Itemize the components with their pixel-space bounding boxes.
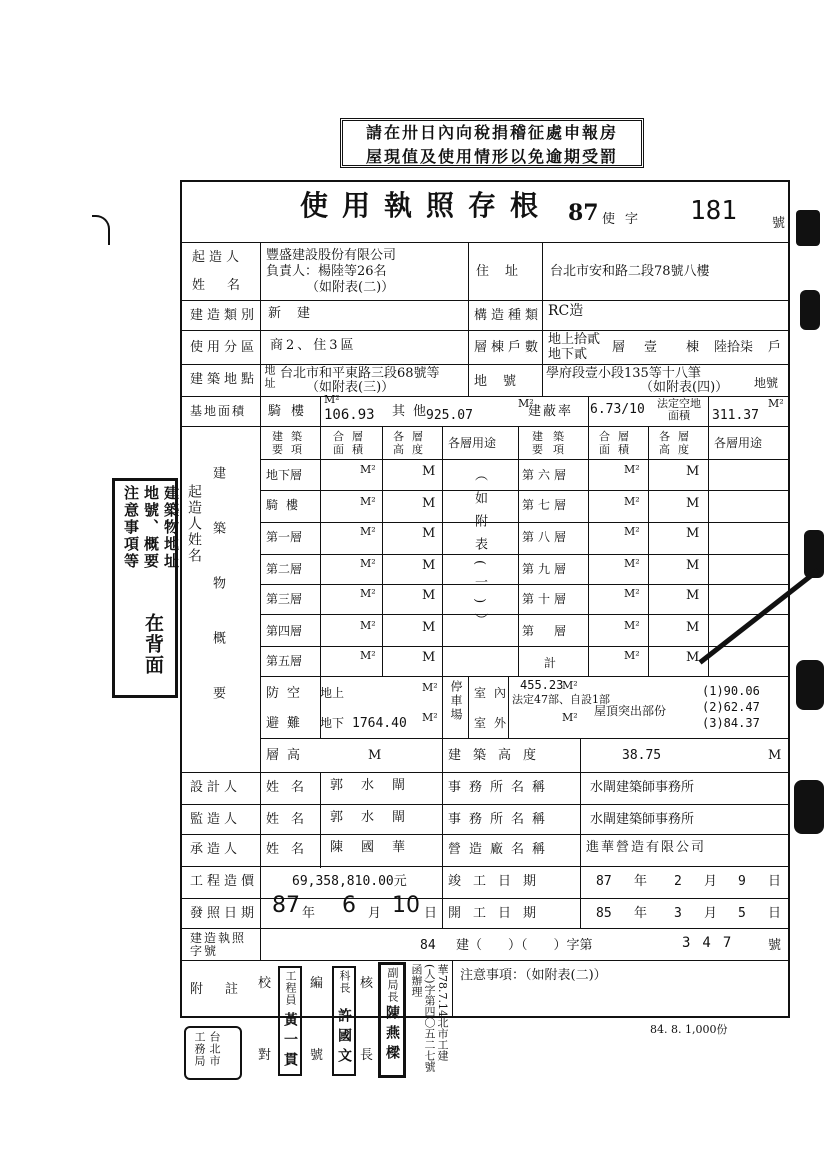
- parking-outdoor-unit: M²: [562, 711, 578, 724]
- contractor-label: 承造人: [190, 842, 242, 857]
- issue-year-unit: 年: [302, 906, 316, 921]
- rule: [708, 396, 709, 676]
- coverage-value: 6.73/10: [590, 402, 645, 417]
- start-month-unit: 月: [704, 906, 718, 921]
- other-label: 其他: [392, 404, 435, 419]
- side-col-2: 地號、概要: [142, 485, 160, 570]
- row-floor-5: 第五層: [266, 654, 303, 668]
- header-use-right: 各層用途: [714, 436, 763, 450]
- roof-projection-3: (3)84.37: [702, 716, 760, 730]
- use-note: （如附表(一)）: [472, 468, 487, 637]
- open-space-label: 法定空地面積: [657, 397, 701, 422]
- rule: [468, 242, 469, 300]
- side-stamp: [112, 478, 178, 698]
- contractor-firm-label: 營造廠名稱: [448, 842, 554, 857]
- scan-mark: [796, 210, 820, 246]
- rule: [260, 676, 788, 677]
- lot-attach: （如附表(四)）: [640, 380, 729, 395]
- checker-title: 工程員: [284, 970, 297, 1006]
- rule: [580, 738, 581, 772]
- building-height-label: 建築高度: [448, 748, 549, 763]
- permit-year: 87: [568, 200, 599, 226]
- director-name: 陳燕樑: [384, 1005, 400, 1065]
- form-title: 使用執照存根: [300, 189, 553, 222]
- height-unit: M: [686, 496, 700, 511]
- contractor-name-label: 姓名: [266, 842, 317, 857]
- roof-projection-1: (1)90.06: [702, 684, 760, 698]
- supervisor-name: 郭水閘: [330, 810, 424, 825]
- area-unit: M²: [360, 525, 376, 538]
- rule: [542, 300, 543, 396]
- shelter-above-label: 地上: [320, 686, 345, 700]
- area-unit: M²: [624, 619, 640, 632]
- floor-height-unit: M: [368, 748, 382, 763]
- site-address: 台北市和平東路三段68號等: [280, 366, 440, 381]
- supervisor-office-label: 事務所名稱: [448, 812, 554, 827]
- row-floor-6: 第六層: [522, 468, 571, 482]
- row-floor-1: 第一層: [266, 530, 303, 544]
- permit-number: 181: [690, 196, 737, 226]
- permit-label: 建造執照字號: [190, 931, 247, 958]
- floor-height-label: 層高: [266, 748, 309, 763]
- binding-mark: [92, 215, 110, 245]
- cost-value: 69,358,810.00元: [292, 874, 407, 889]
- row-floor-blank: 第 層: [522, 624, 571, 638]
- build-category-label: 建造類別: [190, 308, 259, 323]
- builder-company: 豐盛建設股份有限公司: [266, 248, 397, 263]
- row-arcade: 騎樓: [266, 498, 307, 512]
- rule: [588, 396, 589, 676]
- rule: [182, 300, 788, 301]
- height-unit: M: [422, 558, 436, 573]
- supervisor-name-label: 姓名: [266, 812, 317, 827]
- issue-year: 87: [272, 893, 300, 918]
- parking-indoor-unit: M²: [562, 679, 578, 692]
- header-item-left: 建築要項: [272, 430, 310, 456]
- side-col-4: 在背面: [142, 613, 164, 676]
- completion-day-unit: 日: [768, 874, 782, 889]
- builder-label: 起造人: [192, 250, 244, 265]
- chief-name: 許國文: [336, 1008, 352, 1068]
- area-unit: M²: [360, 557, 376, 570]
- height-unit: M: [422, 620, 436, 635]
- parking-indoor-label: 室內: [474, 686, 515, 700]
- area-unit: M²: [360, 463, 376, 476]
- arcade-value: 106.93: [324, 407, 375, 423]
- area-unit: M²: [360, 495, 376, 508]
- rule: [452, 960, 453, 1018]
- official-seal: [184, 1026, 242, 1080]
- buildings-suffix: 棟: [686, 340, 700, 355]
- cost-label: 工程造價: [190, 874, 259, 889]
- header-item-right: 建築要項: [532, 430, 574, 456]
- row-floor-2: 第二層: [266, 562, 303, 576]
- rule: [320, 772, 321, 868]
- side-col-3: 注意事項等: [122, 485, 140, 570]
- permit-type: 使字: [602, 212, 649, 227]
- rule: [580, 772, 581, 928]
- builder-representative: 負責人：楊陸等26名: [266, 264, 387, 279]
- remarks-notes: 注意事項：（如附表(二)）: [460, 968, 607, 983]
- rule: [442, 772, 443, 928]
- area-unit: M²: [360, 649, 376, 662]
- rule: [182, 330, 788, 331]
- building-height-unit: M: [768, 748, 782, 763]
- start-day-unit: 日: [768, 906, 782, 921]
- director-stamp: [378, 962, 406, 1078]
- permit-year-value: 84: [420, 938, 436, 953]
- site-addr-label: 地址: [263, 364, 276, 390]
- zoning-label: 使用分區: [190, 340, 259, 355]
- building-height-value: 38.75: [622, 748, 662, 763]
- area-unit: M²: [624, 557, 640, 570]
- rule: [260, 738, 788, 739]
- number-suffix: 號: [772, 216, 786, 231]
- build-category-value: 新建: [268, 306, 327, 321]
- lot-label: 地號: [474, 374, 533, 389]
- buildings-count: 壹: [644, 340, 658, 355]
- shelter-label-1: 防空: [266, 686, 309, 701]
- issue-month: 6: [342, 893, 356, 918]
- height-unit: M: [422, 526, 436, 541]
- roof-projection-2: (2)62.47: [702, 700, 760, 714]
- open-space-unit: M²: [768, 397, 784, 410]
- check-label: 校: [258, 976, 272, 991]
- chief-stamp: [332, 966, 356, 1076]
- structure-label: 構造種類: [474, 308, 543, 323]
- arcade-unit: M²: [324, 393, 340, 406]
- start-day: 5: [738, 906, 746, 921]
- parking-outdoor-label: 室外: [474, 716, 515, 730]
- households-suffix: 戶: [768, 340, 782, 355]
- height-unit: M: [422, 650, 436, 665]
- height-unit: M: [422, 464, 436, 479]
- header-height-left: 各層高度: [393, 430, 431, 456]
- other-value: 925.07: [426, 408, 473, 423]
- start-label: 開工日期: [448, 906, 549, 921]
- coverage-label: 建蔽率: [528, 404, 574, 419]
- contractor-firm: 進華營造有限公司: [586, 840, 707, 855]
- row-total: 計: [544, 656, 557, 670]
- approve-label: 核: [360, 976, 374, 991]
- rule: [182, 772, 788, 773]
- completion-month-unit: 月: [704, 874, 718, 889]
- designer-name-label: 姓名: [266, 780, 317, 795]
- area-unit: M²: [624, 495, 640, 508]
- shelter-below-unit: M²: [422, 711, 438, 724]
- floors-below: 地下貳: [548, 347, 588, 362]
- completion-month: 2: [674, 874, 682, 889]
- height-unit: M: [686, 588, 700, 603]
- builder-address: 台北市安和路二段78號八樓: [550, 264, 710, 279]
- supervisor-office: 水閘建築師事務所: [590, 812, 695, 827]
- permit-number-value: 347: [682, 935, 744, 951]
- builder-attachment: （如附表(二)）: [306, 280, 395, 295]
- rule: [182, 426, 788, 427]
- checker-name: 黃一貫: [282, 1012, 298, 1072]
- area-label: 基地面積: [190, 404, 247, 418]
- reference-stamp: [406, 962, 450, 1078]
- rule: [648, 426, 649, 676]
- row-floor-10: 第十層: [522, 592, 571, 606]
- height-unit: M: [686, 558, 700, 573]
- height-unit: M: [686, 620, 700, 635]
- issue-day-unit: 日: [424, 906, 438, 921]
- rule: [182, 804, 788, 805]
- designer-office-label: 事務所名稱: [448, 780, 554, 795]
- seal-text: 台北市工務局: [193, 1031, 221, 1067]
- rule: [182, 834, 788, 835]
- rule: [542, 242, 543, 300]
- shelter-below-value: 1764.40: [352, 716, 407, 731]
- row-floor-7: 第七層: [522, 498, 571, 512]
- designer-label: 設計人: [190, 780, 242, 795]
- height-unit: M: [686, 464, 700, 479]
- designer-office: 水閘建築師事務所: [590, 780, 695, 795]
- floors-above: 地上拾貳: [548, 332, 601, 347]
- open-space-value: 311.37: [712, 408, 759, 423]
- completion-year-unit: 年: [634, 874, 648, 889]
- edit-suffix: 號: [310, 1048, 324, 1063]
- supervisor-label: 監造人: [190, 812, 242, 827]
- issue-month-unit: 月: [368, 906, 382, 921]
- lot-suffix: 地號: [754, 376, 779, 390]
- structure-value: RC造: [548, 303, 584, 319]
- rule: [182, 866, 788, 867]
- scan-mark: [794, 780, 824, 834]
- floors-label: 層棟戶數: [474, 340, 543, 355]
- builder-name-label: 姓名: [192, 278, 263, 293]
- permit-prefix: 建（ ）（ ）字第: [456, 938, 593, 953]
- check-suffix: 對: [258, 1048, 272, 1063]
- rule: [468, 364, 469, 396]
- area-unit: M²: [624, 525, 640, 538]
- designer-name: 郭水閘: [330, 778, 424, 793]
- scan-mark: [796, 660, 824, 710]
- rule: [468, 676, 469, 738]
- area-unit: M²: [624, 587, 640, 600]
- rule: [182, 960, 788, 961]
- contractor-name: 陳國華: [330, 840, 424, 855]
- summary-label: 建築物概要: [210, 466, 225, 741]
- approve-suffix: 長: [360, 1048, 374, 1063]
- notice-line-1: 請在卅日內向稅捐稽征處申報房: [365, 123, 618, 142]
- issue-label: 發照日期: [190, 906, 259, 921]
- remarks-label: 附註: [190, 982, 261, 997]
- notice-box: [340, 118, 644, 168]
- rule: [442, 426, 443, 802]
- director-title: 副局長: [386, 967, 399, 1003]
- completion-year: 87: [596, 874, 612, 889]
- floors-suffix: 層: [612, 340, 626, 355]
- roof-projection-label: 屋頂突出部份: [594, 704, 667, 718]
- lot-value: 學府段壹小段135等十八筆: [546, 366, 701, 381]
- area-unit: M²: [360, 619, 376, 632]
- rule: [182, 928, 788, 929]
- parking-label: 停車場: [449, 680, 463, 722]
- header-use-left: 各層用途: [448, 436, 497, 450]
- header-area-right: 合層面積: [599, 430, 637, 456]
- parking-indoor-note: 法定47部、自設1部: [512, 693, 610, 706]
- site-address-attach: （如附表(三)）: [306, 380, 395, 395]
- zoning-value: 商2、住3區: [270, 338, 357, 353]
- shelter-label-2: 避難: [266, 716, 309, 731]
- row-floor-8: 第八層: [522, 530, 571, 544]
- arcade-label: 騎樓: [268, 404, 315, 419]
- header-area-left: 合層面積: [333, 430, 371, 456]
- address-label: 住址: [476, 264, 535, 279]
- row-floor-4: 第四層: [266, 624, 303, 638]
- start-year: 85: [596, 906, 612, 921]
- row-floor-9: 第九層: [522, 562, 571, 576]
- row-floor-3: 第三層: [266, 592, 303, 606]
- side-builder-name: 起造人姓名: [186, 484, 202, 564]
- header-height-right: 各層高度: [659, 430, 697, 456]
- chief-title: 科長: [338, 970, 351, 994]
- issue-day: 10: [392, 893, 420, 918]
- area-unit: M²: [360, 587, 376, 600]
- edit-label: 編: [310, 976, 324, 991]
- scan-mark: [800, 290, 820, 330]
- area-unit: M²: [624, 649, 640, 662]
- height-unit: M: [422, 588, 436, 603]
- checker-stamp: [278, 966, 302, 1076]
- rule: [260, 242, 261, 960]
- start-year-unit: 年: [634, 906, 648, 921]
- notice-line-2: 屋現值及使用情形以免逾期受罰: [365, 147, 618, 166]
- parking-indoor-value: 455.23: [520, 678, 564, 692]
- completion-label: 竣工日期: [448, 874, 549, 889]
- height-unit: M: [686, 650, 700, 665]
- site-label: 建築地點: [190, 372, 259, 387]
- start-month: 3: [674, 906, 682, 921]
- permit-form: [180, 180, 790, 1018]
- rule: [518, 426, 519, 676]
- print-info: 84. 8. 1,000份: [650, 1023, 728, 1036]
- other-unit: M²: [518, 397, 534, 410]
- row-basement: 地下層: [266, 468, 303, 482]
- area-unit: M²: [624, 463, 640, 476]
- height-unit: M: [422, 496, 436, 511]
- completion-day: 9: [738, 874, 746, 889]
- shelter-below-label: 地下: [320, 716, 345, 730]
- permit-suffix: 號: [768, 938, 782, 953]
- rule: [182, 242, 788, 243]
- reference-text: 華78.7.14北市工建(人)字第四〇五二七號函辦理: [410, 964, 449, 1072]
- households-count: 陸拾柒: [714, 340, 754, 355]
- shelter-above-unit: M²: [422, 681, 438, 694]
- height-unit: M: [686, 526, 700, 541]
- side-col-1: 建築物地址: [162, 485, 180, 570]
- rule: [382, 426, 383, 676]
